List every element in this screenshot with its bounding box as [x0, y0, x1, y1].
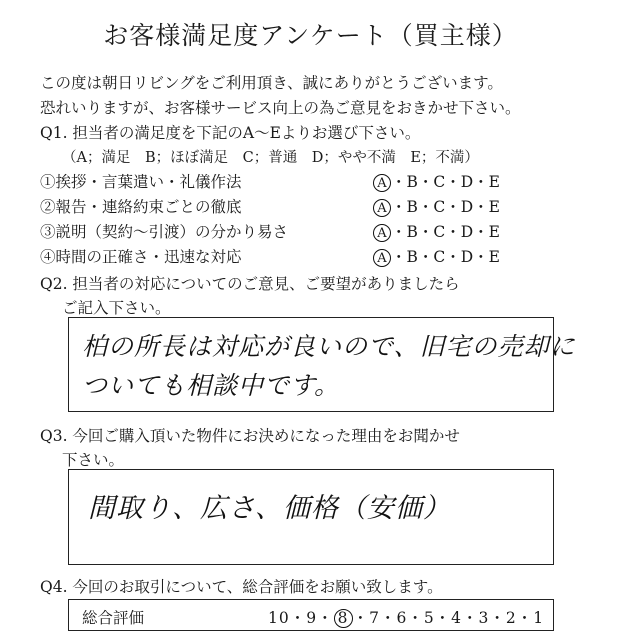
- q2-question-cont: ご記入下さい。: [62, 299, 171, 317]
- rating-options: ・B・C・D・E: [391, 248, 500, 266]
- q1-item-rating: [373, 195, 500, 217]
- selected-circle: A: [373, 249, 391, 267]
- q1-item-label: ④時間の正確さ・迅速な対応: [40, 248, 242, 266]
- q1-item-rating: [373, 170, 500, 192]
- q4-label: 総合評価: [82, 609, 145, 627]
- q4-rating: [268, 606, 544, 628]
- rating-options-low: ・7・6・5・4・3・2・1: [352, 609, 545, 627]
- rating-options: ・B・C・D・E: [391, 223, 500, 241]
- q1-item-rating: [373, 245, 500, 267]
- q3-handwritten-answer: 間取り、広さ、価格（安価）: [88, 493, 451, 524]
- q1-item-label: ③説明（契約～引渡）の分かり易さ: [40, 223, 289, 241]
- q1-item-label: ②報告・連絡約束ごとの徹底: [40, 198, 242, 216]
- intro-line-1: この度は朝日リビングをご利用頂き、誠にありがとうございます。: [40, 74, 503, 92]
- q1-item-label: ①挨拶・言葉遣い・礼儀作法: [40, 173, 242, 191]
- rating-options: ・B・C・D・E: [391, 198, 500, 216]
- q3-question-cont: 下さい。: [62, 451, 125, 469]
- q3-question: Q3. 今回ご購入頂いた物件にお決めになった理由をお聞かせ: [40, 427, 460, 445]
- q1-scale: （A；満足 B；ほぼ満足 C；普通 D；やや不満 E；不満）: [62, 150, 479, 166]
- q2-handwritten-answer: 柏の所長は対応が良いので、旧宅の売却に: [82, 332, 576, 361]
- selected-circle: A: [373, 224, 391, 242]
- selected-circle: A: [373, 199, 391, 217]
- q1-item-rating: [373, 220, 500, 242]
- selected-circle: A: [373, 174, 391, 192]
- intro-line-2: 恐れいりますが、お客様サービス向上の為ご意見をおきかせ下さい。: [40, 99, 521, 117]
- page-title: お客様満足度アンケート（買主様）: [103, 21, 518, 50]
- q1-question: Q1. 担当者の満足度を下記のA～Eよりお選び下さい。: [40, 124, 421, 142]
- rating-options-high: 10・9・: [268, 609, 334, 627]
- q2-handwritten-answer: ついても相談中です。: [82, 371, 341, 400]
- rating-options: ・B・C・D・E: [391, 173, 500, 191]
- selected-circle: 8: [334, 609, 353, 628]
- q4-question: Q4. 今回のお取引について、総合評価をお願い致します。: [40, 578, 443, 596]
- q2-question: Q2. 担当者の対応についてのご意見、ご要望がありましたら: [40, 275, 460, 293]
